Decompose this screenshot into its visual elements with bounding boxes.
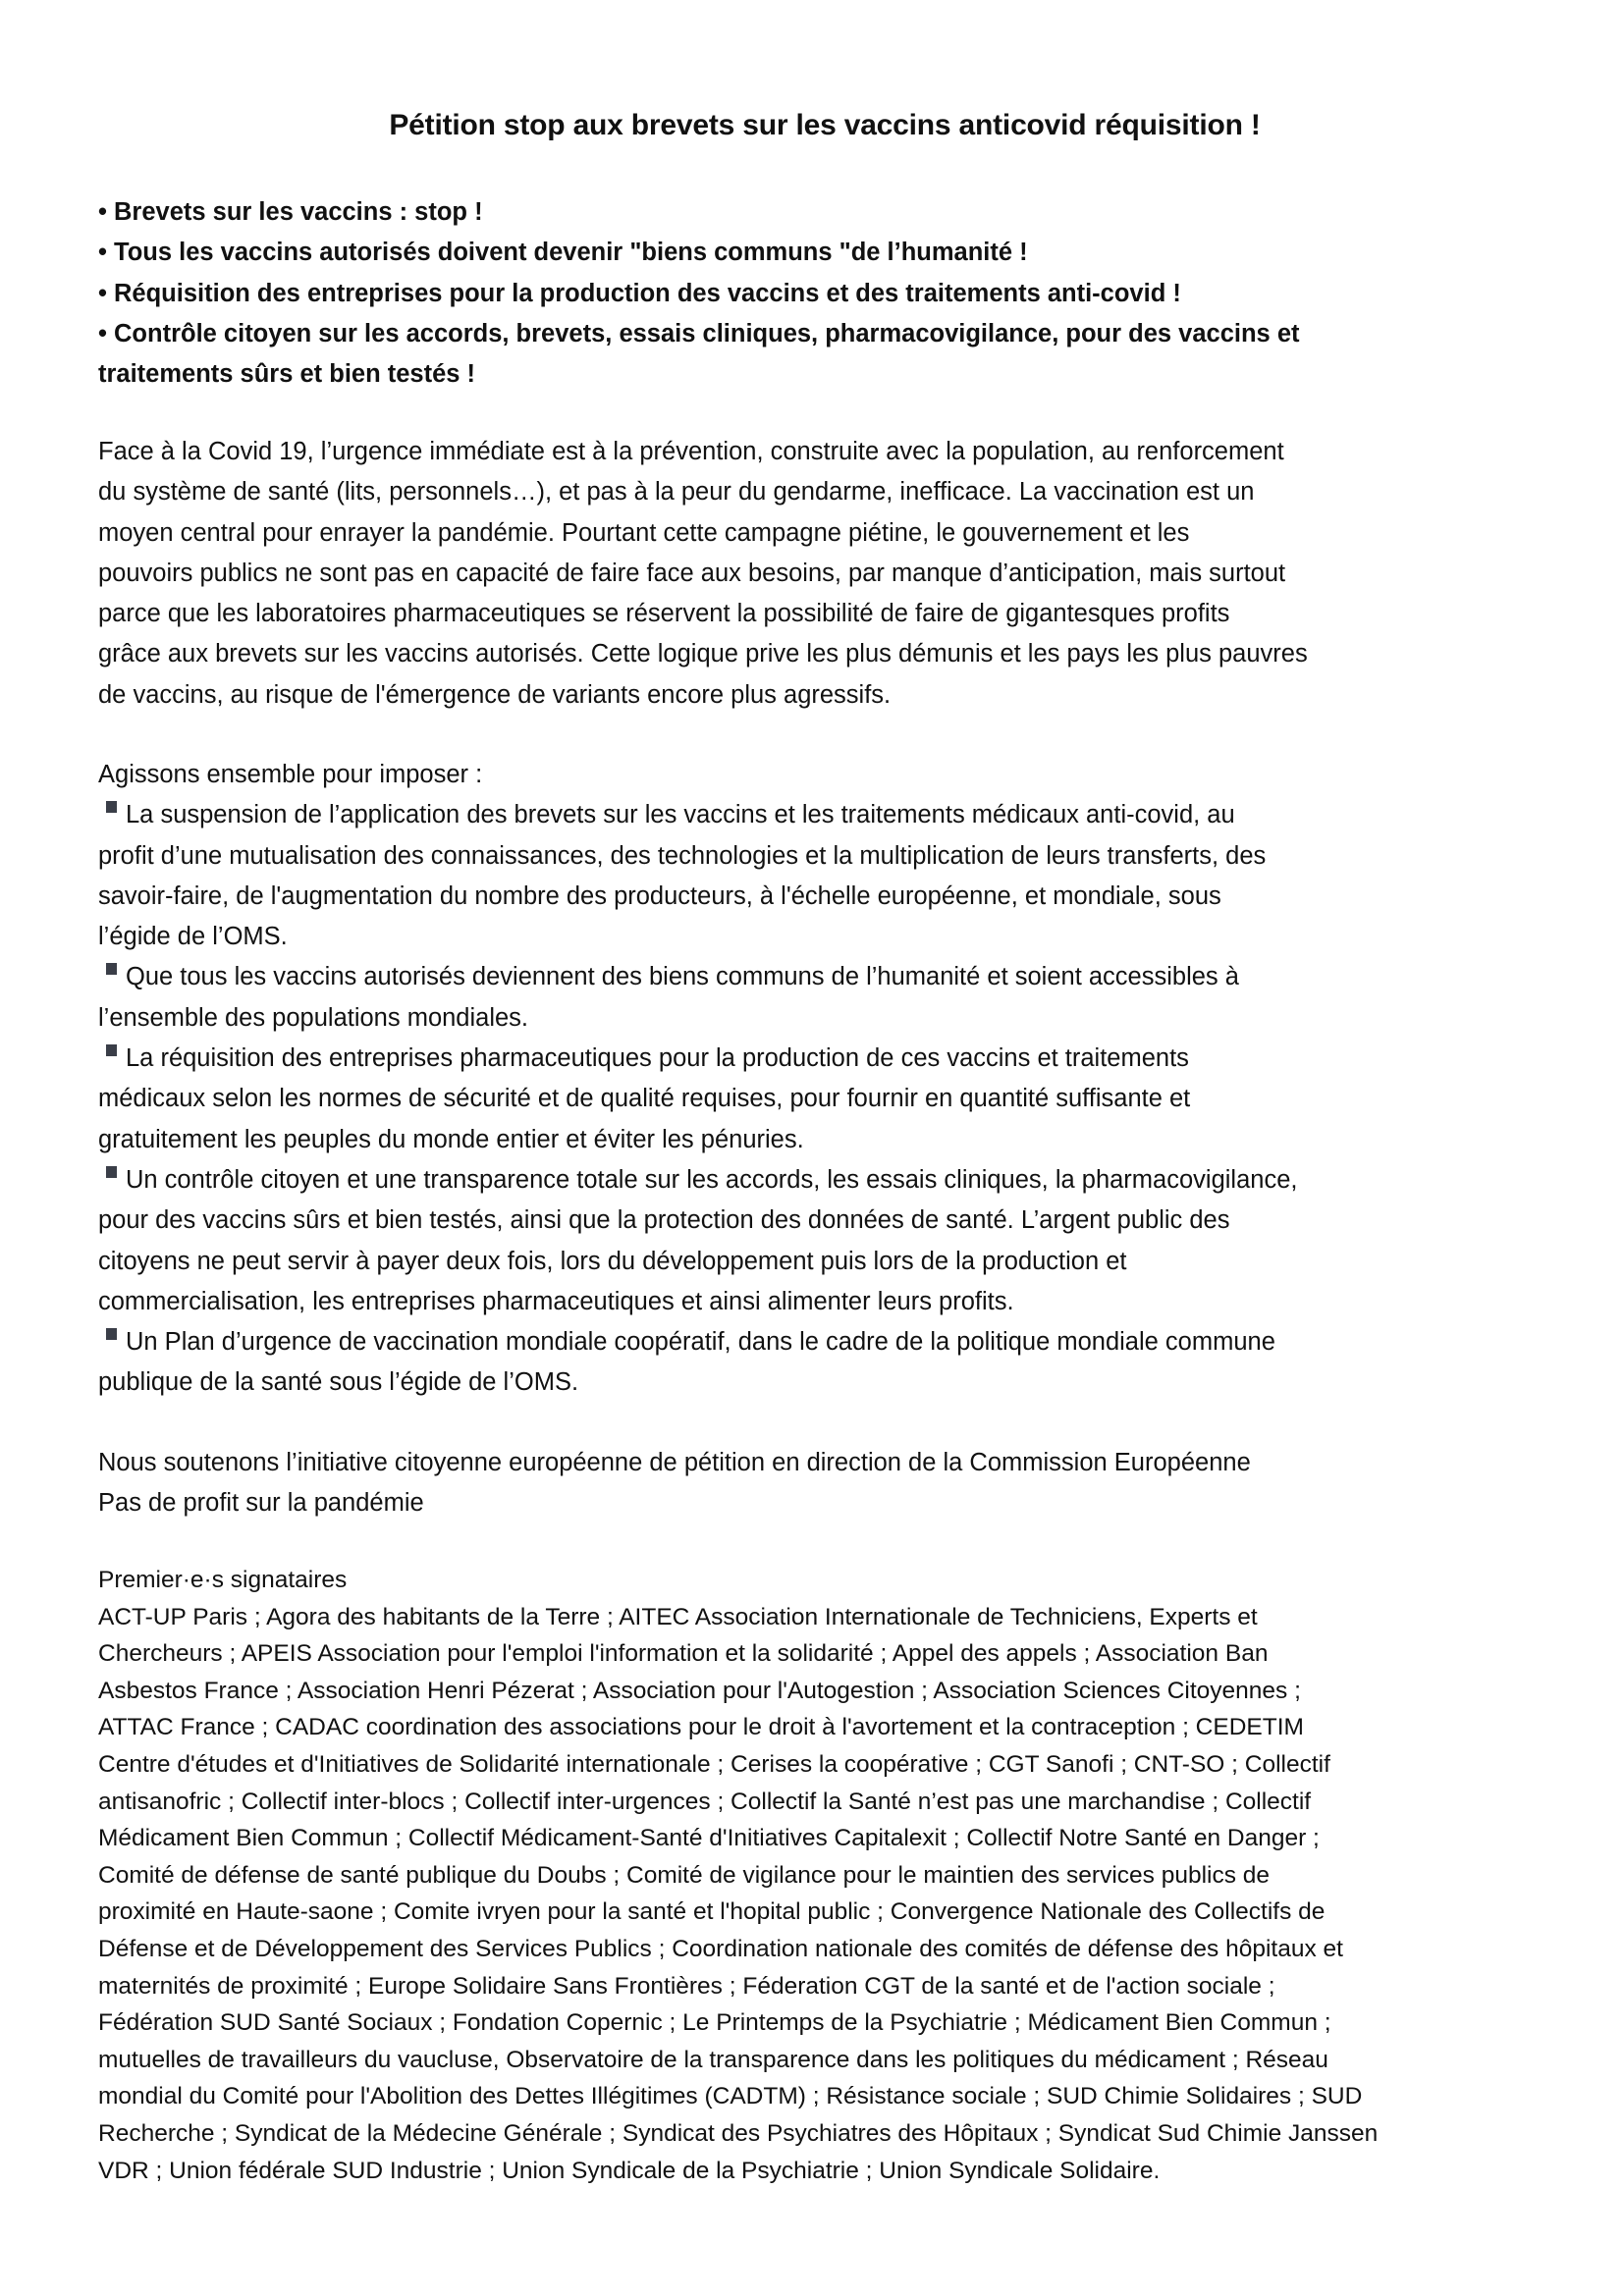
paragraph-line: de vaccins, au risque de l'émergence de variants encore plus agressifs. [98, 680, 892, 709]
headline-bullets [98, 192, 1551, 395]
demand-item [98, 795, 1551, 957]
headline-bullet: • Brevets sur les vaccins : stop ! [98, 198, 483, 226]
demand-line: Que tous les vaccins autorisés deviennent des biens communs de l’humanité et soient accessibles à [126, 963, 1239, 991]
demand-line: La réquisition des entreprises pharmaceutiques pour la production de ces vaccins et traitements [126, 1044, 1189, 1073]
demand-line: gratuitement les peuples du monde entier et éviter les pénuries. [98, 1125, 804, 1153]
demand-line: pour des vaccins sûrs et bien testés, ainsi que la protection des données de santé. L’argent public des [98, 1206, 1230, 1235]
demand-line: Un contrôle citoyen et une transparence totale sur les accords, les essais cliniques, la pharmacovigilance, [126, 1165, 1298, 1194]
headline-bullet: • Tous les vaccins autorisés doivent devenir "biens communs "de l’humanité ! [98, 239, 1028, 267]
signatories-line: Médicament Bien Commun ; Collectif Médicament-Santé d'Initiatives Capitalexit ; Collectif Notre Santé en Danger ; [98, 1825, 1320, 1852]
signatories-line: ATTAC France ; CADAC coordination des associations pour le droit à l'avortement et la contraception ; CEDETIM [98, 1714, 1304, 1741]
signatories-section [98, 1562, 1551, 2189]
signatories-heading: Premier·e·s signataires [98, 1567, 348, 1593]
paragraph-line: du système de santé (lits, personnels…), et pas à la peur du gendarme, inefficace. La vaccination est un [98, 478, 1255, 507]
paragraph-line: pouvoirs publics ne sont pas en capacité de faire face aux besoins, par manque d’anticipation, mais surtout [98, 559, 1286, 587]
paragraph-line: parce que les laboratoires pharmaceutiques se réservent la possibilité de faire de gigantesques profits [98, 600, 1230, 628]
signatories-line: Fédération SUD Santé Sociaux ; Fondation Copernic ; Le Printemps de la Psychiatrie ; Médicament Bien Commun ; [98, 2009, 1331, 2037]
square-bullet-icon [106, 1044, 117, 1056]
demand-line: La suspension de l’application des brevets sur les vaccins et les traitements médicaux anti-covid, au [126, 801, 1235, 829]
support-statement [98, 1443, 1551, 1524]
signatories-line: VDR ; Union fédérale SUD Industrie ; Union Syndicale de la Psychiatrie ; Union Syndicale Solidaire. [98, 2157, 1161, 2184]
headline-bullet: traitements sûrs et bien testés ! [98, 360, 476, 389]
signatories-line: Défense et de Développement des Services Publics ; Coordination nationale des comités de défense des hôpitaux et [98, 1935, 1343, 1962]
demand-line: profit d’une mutualisation des connaissances, des technologies et la multiplication de leurs transferts, des [98, 841, 1267, 870]
signatories-line: antisanofric ; Collectif inter-blocs ; Collectif inter-urgences ; Collectif la Santé n’est pas une marchandise ; Collectif [98, 1788, 1312, 1815]
demand-line: l’égide de l’OMS. [98, 923, 288, 951]
demand-item [98, 1322, 1551, 1404]
support-line: Pas de profit sur la pandémie [98, 1489, 424, 1518]
intro-paragraph [98, 432, 1551, 716]
paragraph-line: Face à la Covid 19, l’urgence immédiate est à la prévention, construite avec la population, au renforcement [98, 438, 1284, 465]
headline-bullet: • Contrôle citoyen sur les accords, brevets, essais cliniques, pharmacovigilance, pour des vaccins et [98, 319, 1300, 347]
demand-line: médicaux selon les normes de sécurité et de qualité requises, pour fournir en quantité suffisante et [98, 1085, 1191, 1113]
demand-line: savoir-faire, de l'augmentation du nombre des producteurs, à l'échelle européenne, et mondiale, sous [98, 881, 1221, 910]
demand-line: commercialisation, les entreprises pharmaceutiques et ainsi alimenter leurs profits. [98, 1287, 1014, 1315]
square-bullet-icon [106, 1166, 117, 1178]
demand-line: l’ensemble des populations mondiales. [98, 1003, 529, 1032]
signatories-line: Centre d'études et d'Initiatives de Solidarité internationale ; Cerises la coopérative ; CGT Sanofi ; CNT-SO ; Collectif [98, 1750, 1330, 1778]
demand-line: Un Plan d’urgence de vaccination mondiale coopératif, dans le cadre de la politique mondiale commune [126, 1328, 1275, 1357]
signatories-line: Asbestos France ; Association Henri Pézerat ; Association pour l'Autogestion ; Association Sciences Citoyennes ; [98, 1677, 1301, 1704]
demand-line: citoyens ne peut servir à payer deux fois, lors du développement puis lors de la production et [98, 1247, 1127, 1275]
demand-item [98, 1039, 1551, 1160]
paragraph-line: moyen central pour enrayer la pandémie. Pourtant cette campagne piétine, le gouvernement et les [98, 518, 1190, 547]
signatories-line: mutuelles de travailleurs du vaucluse, Observatoire de la transparence dans les politiques du médicament ; Réseau [98, 2046, 1328, 2073]
demand-line: publique de la santé sous l’égide de l’OMS. [98, 1368, 579, 1397]
signatories-line: mondial du Comité pour l'Abolition des Dettes Illégitimes (CADTM) ; Résistance sociale ; SUD Chimie Solidaires ; SUD [98, 2083, 1363, 2110]
document-title: Pétition stop aux brevets sur les vaccins anticovid réquisition ! [389, 109, 1261, 141]
signatories-line: maternités de proximité ; Europe Solidaire Sans Frontières ; Féderation CGT de la santé et de l'action sociale ; [98, 1972, 1275, 2000]
demands-section [98, 755, 1551, 1404]
signatories-line: Comité de défense de santé publique du Doubs ; Comité de vigilance pour le maintien des services publics de [98, 1861, 1271, 1889]
demand-item [98, 1160, 1551, 1322]
demands-heading: Agissons ensemble pour imposer : [98, 761, 483, 788]
headline-bullet: • Réquisition des entreprises pour la production des vaccins et des traitements anti-covid ! [98, 279, 1181, 307]
square-bullet-icon [106, 801, 117, 813]
signatories-line: ACT-UP Paris ; Agora des habitants de la Terre ; AITEC Association Internationale de Techniciens, Experts et [98, 1603, 1258, 1630]
signatories-line: Chercheurs ; APEIS Association pour l'emploi l'information et la solidarité ; Appel des appels ; Association Ban [98, 1640, 1269, 1668]
square-bullet-icon [106, 1328, 117, 1340]
support-line: Nous soutenons l’initiative citoyenne européenne de pétition en direction de la Commission Européenne [98, 1449, 1251, 1476]
signatories-line: Recherche ; Syndicat de la Médecine Générale ; Syndicat des Psychiatres des Hôpitaux ; Syndicat Sud Chimie Janssen [98, 2119, 1379, 2147]
signatories-line: proximité en Haute-saone ; Comite ivryen pour la santé et l'hopital public ; Convergence Nationale des Collectifs de [98, 1898, 1326, 1926]
paragraph-line: grâce aux brevets sur les vaccins autorisés. Cette logique prive les plus démunis et les pays les plus pauvres [98, 640, 1308, 668]
demand-item [98, 957, 1551, 1039]
square-bullet-icon [106, 963, 117, 975]
